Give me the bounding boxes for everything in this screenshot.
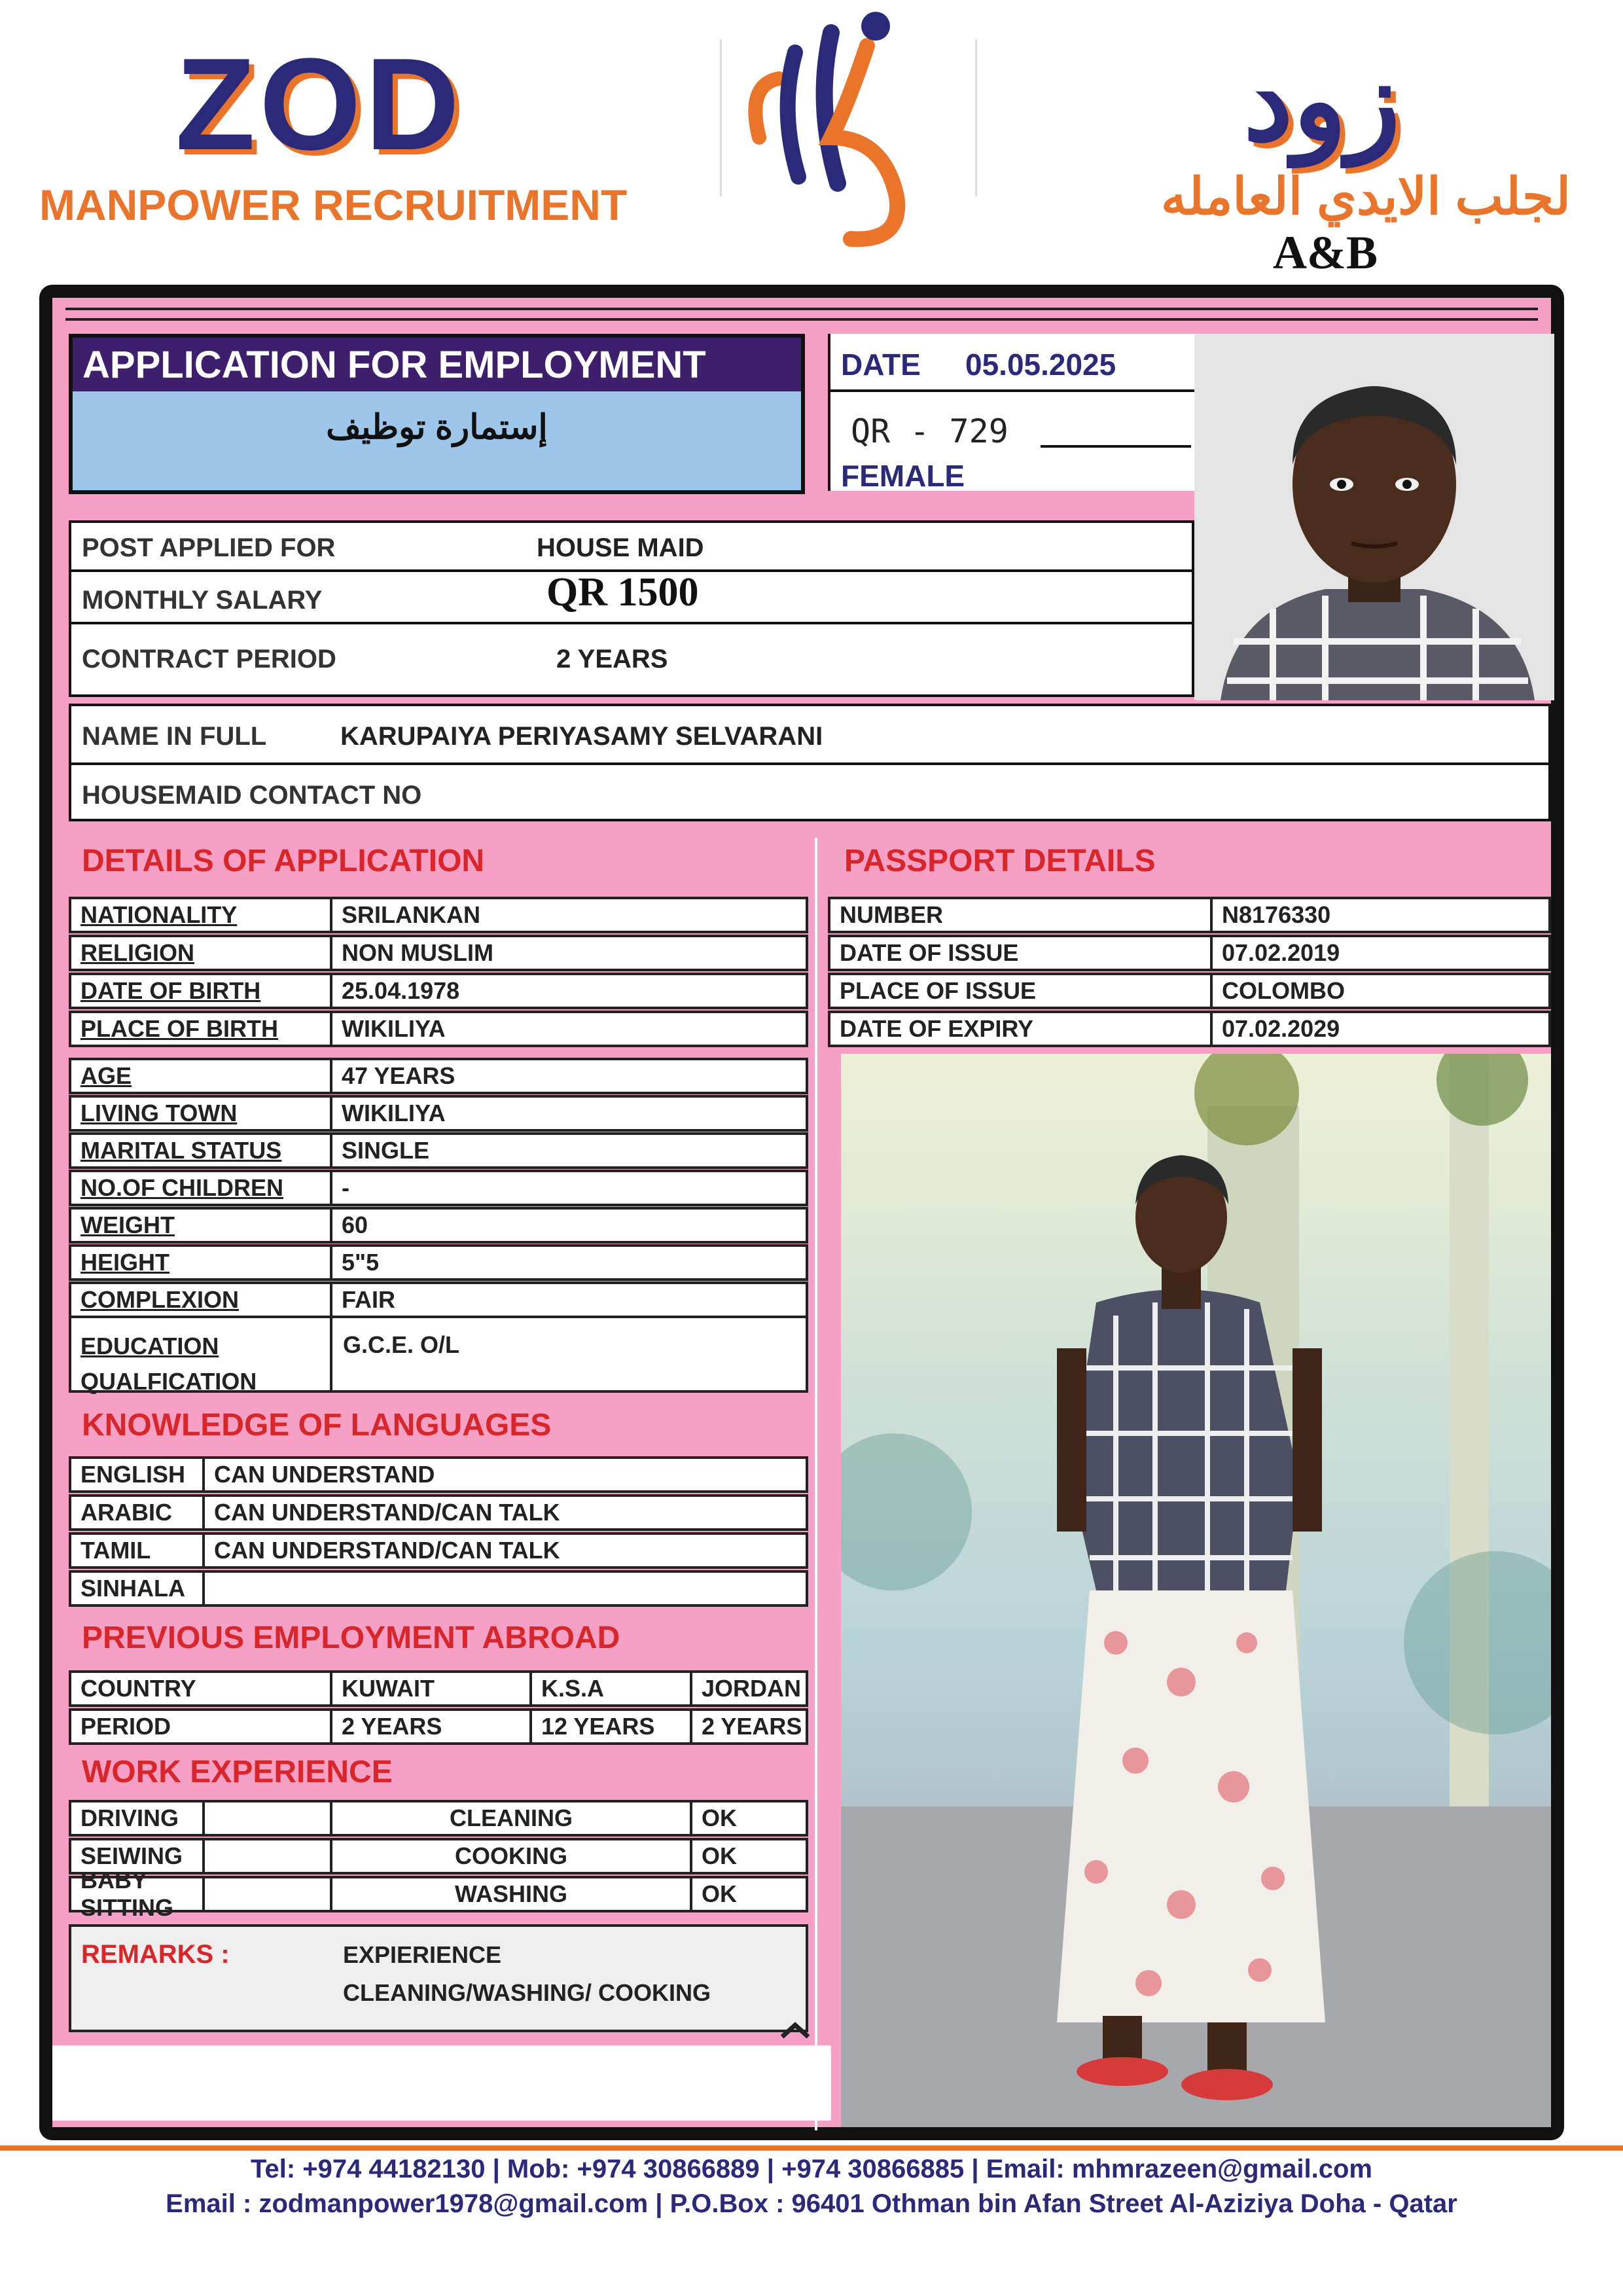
education-label: EDUCATION: [80, 1333, 219, 1359]
details-row: [69, 897, 808, 933]
work-row: [69, 1800, 808, 1837]
salary-value: QR 1500: [546, 570, 699, 615]
detail-label: PLACE OF BIRTH: [80, 1015, 278, 1042]
qualification-label: QUALFICATION: [80, 1368, 257, 1395]
passport-label: DATE OF EXPIRY: [840, 1015, 1034, 1042]
details-row: [69, 973, 808, 1009]
detail-label: RELIGION: [80, 939, 195, 966]
detail-value-cell: [330, 1098, 808, 1129]
passport-value-cell: [1210, 975, 1551, 1007]
detail-label: MARITAL STATUS: [80, 1137, 282, 1164]
detail-label-cell: [71, 1172, 330, 1204]
detail-value-cell: [330, 899, 808, 931]
passport-value: N8176330: [1222, 901, 1331, 928]
passport-value: COLOMBO: [1222, 977, 1345, 1004]
detail-value-cell: [330, 1060, 808, 1092]
work-status: OK: [702, 1842, 737, 1869]
detail-value: SINGLE: [342, 1137, 430, 1164]
form-title: APPLICATION FOR EMPLOYMENT: [73, 338, 801, 391]
language-value: CAN UNDERSTAND: [214, 1461, 435, 1488]
detail-label: COMPLEXION: [80, 1286, 240, 1313]
detail-label-cell: [71, 1098, 330, 1129]
passport-label: PLACE OF ISSUE: [840, 977, 1037, 1004]
date-value: 05.05.2025: [965, 348, 1116, 382]
name-value: KARUPAIYA PERIYASAMY SELVARANI: [340, 722, 823, 751]
language-row: [69, 1494, 808, 1531]
previous-label-cell: [71, 1711, 330, 1742]
work-skill: BABY SITTING: [80, 1867, 173, 1921]
education-row: [69, 1316, 808, 1393]
divider: [815, 838, 817, 2130]
language-label-cell: [71, 1497, 202, 1528]
previous-value-cell: [529, 1673, 690, 1704]
previous-employment-heading: PREVIOUS EMPLOYMENT ABROAD: [82, 1621, 620, 1655]
remarks-line-2: CLEANING/WASHING/ COOKING: [343, 1979, 711, 2006]
work-experience-heading: WORK EXPERIENCE: [82, 1755, 393, 1789]
chevron-up-icon: [776, 2016, 815, 2042]
previous-value-cell: [690, 1673, 808, 1704]
gender-value: FEMALE: [841, 459, 965, 493]
previous-value: JORDAN: [702, 1675, 802, 1702]
portrait-photo: [1194, 334, 1554, 700]
work-status-cell: [690, 1803, 808, 1834]
previous-label-cell: [71, 1673, 330, 1704]
work-skill: SEIWING: [80, 1842, 183, 1869]
previous-value: K.S.A: [541, 1675, 605, 1702]
passport-value-cell: [1210, 899, 1551, 931]
detail-value: WIKILIYA: [342, 1100, 446, 1126]
divider: [720, 39, 722, 196]
language-label: ARABIC: [80, 1499, 172, 1526]
detail-label-cell: [71, 899, 330, 931]
language-label-cell: [71, 1459, 202, 1490]
work-task-cell: [330, 1878, 690, 1910]
detail-value-cell: [330, 1284, 808, 1316]
language-value: CAN UNDERSTAND/CAN TALK: [214, 1537, 560, 1564]
footer-divider: [0, 2145, 1623, 2151]
previous-value: 2 YEARS: [702, 1713, 802, 1740]
remarks-line-1: EXPIERIENCE: [343, 1941, 502, 1968]
passport-row: [828, 897, 1551, 933]
detail-label-cell: [71, 1060, 330, 1092]
divider: [69, 762, 1551, 765]
salary-label: MONTHLY SALARY: [82, 586, 323, 615]
detail-label-cell: [71, 1135, 330, 1166]
divider: [828, 389, 1194, 392]
work-blank-cell: [202, 1878, 330, 1910]
detail-value: SRILANKAN: [342, 901, 480, 928]
full-body-photo: [841, 1054, 1551, 2127]
language-value-cell: [202, 1459, 808, 1490]
work-blank-cell: [202, 1803, 330, 1834]
passport-row: [828, 973, 1551, 1009]
passport-label-cell: [830, 1013, 1210, 1045]
passport-row: [828, 935, 1551, 971]
detail-label: NATIONALITY: [80, 901, 238, 928]
detail-label: LIVING TOWN: [80, 1100, 238, 1126]
details-row: [69, 1170, 808, 1206]
languages-heading: KNOWLEDGE OF LANGUAGES: [82, 1408, 552, 1443]
divider: [975, 39, 977, 196]
form-title-arabic: إستمارة توظيف: [326, 408, 548, 446]
education-value: G.C.E. O/L: [343, 1331, 460, 1358]
previous-country-row: [69, 1670, 808, 1707]
details-row: [69, 1132, 808, 1169]
remarks-box: [69, 1924, 808, 2032]
remarks-label: REMARKS :: [81, 1940, 230, 1969]
language-label-cell: [71, 1573, 202, 1604]
language-row: [69, 1532, 808, 1569]
previous-value: 12 YEARS: [541, 1713, 655, 1740]
divider: [330, 1318, 332, 1390]
passport-heading: PASSPORT DETAILS: [844, 844, 1156, 878]
work-row: [69, 1867, 808, 1921]
detail-value: NON MUSLIM: [342, 939, 493, 966]
previous-value: 2 YEARS: [342, 1713, 442, 1740]
passport-value-cell: [1210, 1013, 1551, 1045]
language-label: TAMIL: [80, 1537, 151, 1564]
name-label: NAME IN FULL: [82, 722, 267, 751]
work-task-cell: [330, 1803, 690, 1834]
detail-value: 25.04.1978: [342, 977, 460, 1004]
detail-label-cell: [71, 1284, 330, 1316]
previous-period-row: [69, 1708, 808, 1745]
ref-underline: [1041, 445, 1191, 448]
contract-label: CONTRACT PERIOD: [82, 645, 336, 673]
detail-label: DATE OF BIRTH: [80, 977, 261, 1004]
arabic-brand: زود: [1243, 39, 1400, 164]
previous-value-cell: [529, 1711, 690, 1742]
divider: [69, 622, 1194, 624]
contract-value: 2 YEARS: [556, 645, 668, 673]
previous-value-cell: [690, 1711, 808, 1742]
work-task: CLEANING: [450, 1804, 573, 1831]
details-row: [69, 1207, 808, 1244]
reference-number: QR - 729: [851, 412, 1008, 450]
work-task: COOKING: [454, 1842, 567, 1869]
language-value-cell: [202, 1497, 808, 1528]
detail-label: WEIGHT: [80, 1211, 175, 1238]
detail-value-cell: [330, 937, 808, 969]
work-status-cell: [690, 1878, 808, 1910]
detail-value-cell: [330, 1247, 808, 1278]
detail-value-cell: [330, 975, 808, 1007]
previous-value-cell: [330, 1711, 529, 1742]
passport-label: NUMBER: [840, 901, 943, 928]
zod-emblem-logo: [733, 7, 942, 255]
date-label: DATE: [841, 348, 921, 382]
detail-value: FAIR: [342, 1286, 396, 1313]
details-row: [69, 1011, 808, 1047]
work-status: OK: [702, 1880, 737, 1907]
post-label: POST APPLIED FOR: [82, 533, 336, 562]
details-heading: DETAILS OF APPLICATION: [82, 844, 485, 878]
detail-value-cell: [330, 1210, 808, 1241]
contact-label: HOUSEMAID CONTACT NO: [82, 781, 422, 810]
work-status-cell: [690, 1840, 808, 1872]
work-task-cell: [330, 1840, 690, 1872]
passport-value: 07.02.2029: [1222, 1015, 1340, 1042]
work-status: OK: [702, 1804, 737, 1831]
detail-value: -: [342, 1174, 349, 1201]
detail-value-cell: [330, 1013, 808, 1045]
passport-value-cell: [1210, 937, 1551, 969]
detail-label: AGE: [80, 1062, 132, 1089]
detail-value-cell: [330, 1172, 808, 1204]
footer-contact-line-1: Tel: +974 44182130 | Mob: +974 30866889 | +974 30866885 | Email: mhmrazeen@gmail.com: [251, 2155, 1372, 2183]
language-row: [69, 1456, 808, 1493]
work-task: WASHING: [454, 1880, 567, 1907]
detail-value: 60: [342, 1211, 368, 1238]
top-stripe: [65, 308, 1538, 321]
detail-value: WIKILIYA: [342, 1015, 446, 1042]
brand-ab-label: A&B: [1273, 226, 1378, 279]
detail-label-cell: [71, 975, 330, 1007]
brand-subtitle: MANPOWER RECRUITMENT: [39, 181, 628, 229]
arabic-subtitle: لجلب الايدي العامله: [1161, 168, 1571, 225]
previous-label: PERIOD: [80, 1713, 171, 1740]
passport-label-cell: [830, 975, 1210, 1007]
detail-value: 47 YEARS: [342, 1062, 455, 1089]
language-label-cell: [71, 1535, 202, 1566]
details-row: [69, 1282, 808, 1318]
passport-label-cell: [830, 937, 1210, 969]
post-value: HOUSE MAID: [537, 533, 704, 562]
passport-value: 07.02.2019: [1222, 939, 1340, 966]
work-skill: DRIVING: [80, 1804, 179, 1831]
details-row: [69, 1095, 808, 1132]
language-label: SINHALA: [80, 1575, 185, 1602]
brand-logo-text: ZOD: [175, 31, 464, 177]
passport-label: DATE OF ISSUE: [840, 939, 1019, 966]
details-row: [69, 1244, 808, 1281]
work-skill-cell: [71, 1803, 202, 1834]
passport-label-cell: [830, 899, 1210, 931]
details-row: [69, 935, 808, 971]
detail-label-cell: [71, 1210, 330, 1241]
detail-label-cell: [71, 1013, 330, 1045]
details-row: [69, 1058, 808, 1094]
detail-label-cell: [71, 1247, 330, 1278]
detail-value: 5"5: [342, 1249, 380, 1276]
footer-contact-line-2: Email : zodmanpower1978@gmail.com | P.O.Box : 96401 Othman bin Afan Street Al-Aziziya Doha - Qatar: [166, 2189, 1457, 2218]
previous-value: KUWAIT: [342, 1675, 435, 1702]
language-value-cell: [202, 1535, 808, 1566]
detail-label: NO.OF CHILDREN: [80, 1174, 283, 1201]
work-blank-cell: [202, 1840, 330, 1872]
language-label: ENGLISH: [80, 1461, 186, 1488]
passport-row: [828, 1011, 1551, 1047]
previous-value-cell: [330, 1673, 529, 1704]
work-skill-cell: [71, 1867, 202, 1921]
previous-label: COUNTRY: [80, 1675, 196, 1702]
language-row: [69, 1570, 808, 1607]
detail-label: HEIGHT: [80, 1249, 170, 1276]
bottom-blank-area: [52, 2045, 831, 2121]
language-value: CAN UNDERSTAND/CAN TALK: [214, 1499, 560, 1526]
detail-value-cell: [330, 1135, 808, 1166]
language-value-cell: [202, 1573, 808, 1604]
detail-label-cell: [71, 937, 330, 969]
